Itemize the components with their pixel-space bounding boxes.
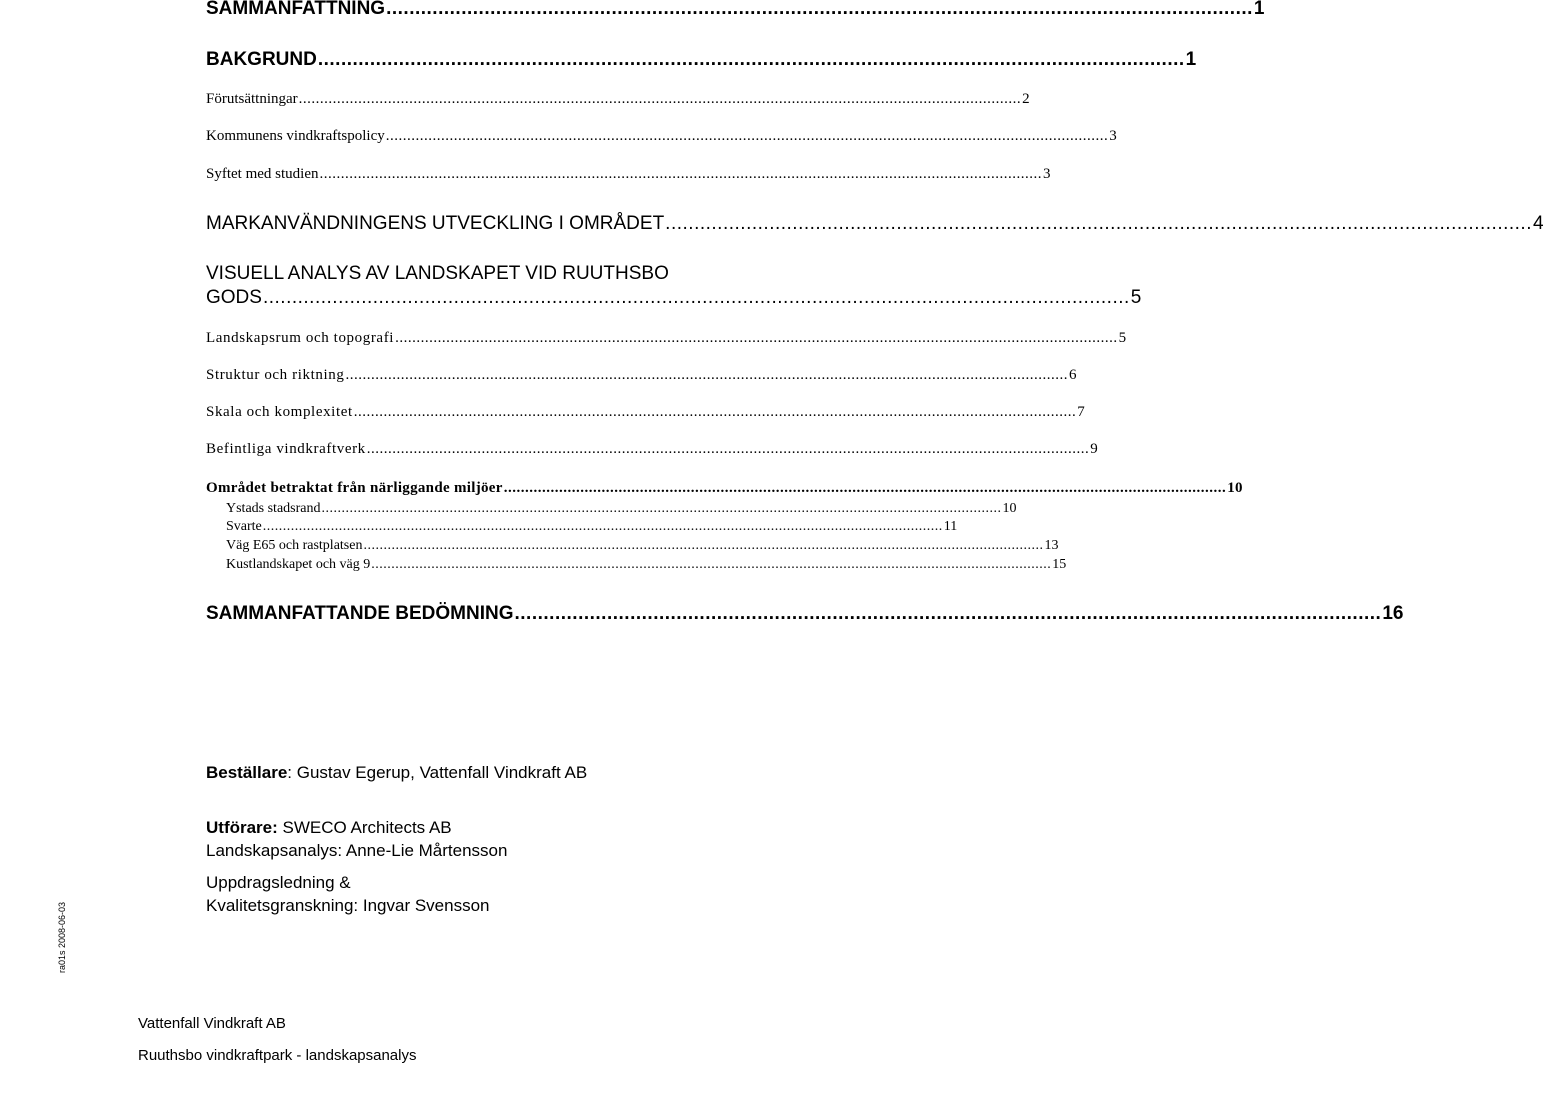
toc-page: 15 xyxy=(1052,557,1067,572)
toc-leader: .......................................................................................................................................................................... xyxy=(503,480,1227,496)
uppdrag-line-2: Kvalitetsgranskning: Ingvar Svensson xyxy=(206,896,490,915)
toc-leader: .......................................................................................................................................................................... xyxy=(262,519,943,534)
toc-title-visuell-line1: VISUELL ANALYS AV LANDSKAPET VID RUUTHSBO xyxy=(206,263,669,284)
toc-leader: ...................................................................................................................................................... xyxy=(665,213,1532,234)
toc-leader: ...................................................................................................................................................... xyxy=(514,603,1382,624)
toc-page: 3 xyxy=(1043,166,1051,182)
toc-leader: .......................................................................................................................................................................... xyxy=(385,128,1109,144)
toc-entry-struktur[interactable] xyxy=(206,367,1078,384)
toc-page: 2 xyxy=(1022,91,1030,107)
toc-page: 9 xyxy=(1090,441,1099,457)
toc-page: 16 xyxy=(1382,603,1404,624)
toc-title: MARKANVÄNDNINGENS UTVECKLING I OMRÅDET xyxy=(206,213,665,234)
toc-entry-forutsattningar[interactable] xyxy=(206,91,1030,108)
toc-title: Förutsättningar xyxy=(206,91,298,107)
bestallare-label: Beställare xyxy=(206,763,288,782)
toc-page: 13 xyxy=(1044,538,1059,553)
toc-title: Landskapsrum och topografi xyxy=(206,330,395,346)
document-reference: ra01s 2008-06-03 xyxy=(57,901,67,973)
toc-entry-landskapsrum[interactable] xyxy=(206,330,1127,347)
landskapsanalys-line: Landskapsanalys: Anne-Lie Mårtensson xyxy=(206,841,508,860)
toc-entry-omradet[interactable] xyxy=(206,480,1243,497)
toc-page: 4 xyxy=(1533,213,1544,234)
toc-entry-bakgrund[interactable] xyxy=(206,49,1197,71)
toc-entry-kust[interactable] xyxy=(226,557,1067,573)
toc-entry-ystads[interactable] xyxy=(226,501,1017,517)
toc-leader: ...................................................................................................................................................... xyxy=(262,287,1130,308)
toc-leader: .......................................................................................................................................................................... xyxy=(363,538,1044,553)
toc-title: SAMMANFATTANDE BEDÖMNING xyxy=(206,603,514,624)
toc-entry-svarte[interactable] xyxy=(226,519,958,535)
toc-leader: .......................................................................................................................................................................... xyxy=(298,91,1022,107)
toc-leader: .......................................................................................................................................................................... xyxy=(366,441,1090,457)
footer-project: Ruuthsbo vindkraftpark - landskapsanalys xyxy=(138,1047,417,1064)
toc-entry-syftet[interactable] xyxy=(206,166,1051,183)
toc-leader: .......................................................................................................................................................................... xyxy=(371,557,1052,572)
toc-page: 10 xyxy=(1227,480,1243,496)
bestallare-value: : Gustav Egerup, Vattenfall Vindkraft AB xyxy=(287,763,588,782)
toc-title: Kommunens vindkraftspolicy xyxy=(206,128,385,144)
toc-title: GODS xyxy=(206,287,262,308)
utforare-value: SWECO Architects AB xyxy=(277,818,452,837)
toc-entry-markanvandning[interactable] xyxy=(206,213,1544,235)
toc-leader: .......................................................................................................................................................................... xyxy=(319,166,1042,182)
toc-page: 3 xyxy=(1109,128,1117,144)
uppdrag-line-1: Uppdragsledning & xyxy=(206,873,351,892)
toc-title: SAMMANFATTNING xyxy=(206,0,386,19)
toc-entry-policy[interactable] xyxy=(206,128,1117,145)
toc-title: Ystads stadsrand xyxy=(226,501,321,516)
toc-entry-sammanfattning[interactable] xyxy=(206,0,1265,20)
toc-entry-visuell[interactable] xyxy=(206,287,1142,309)
toc-page: 5 xyxy=(1118,330,1127,346)
toc-leader: ...................................................................................................................................................... xyxy=(386,0,1253,19)
toc-page: 5 xyxy=(1130,287,1142,308)
toc-leader: .......................................................................................................................................................................... xyxy=(353,404,1077,420)
toc-title: Struktur och riktning xyxy=(206,367,345,383)
toc-title: Befintliga vindkraftverk xyxy=(206,441,366,457)
toc-leader: .......................................................................................................................................................................... xyxy=(345,367,1068,383)
bestallare-line xyxy=(206,763,587,783)
toc-page: 1 xyxy=(1253,0,1265,19)
toc-page: 7 xyxy=(1077,404,1086,420)
toc-entry-skala[interactable] xyxy=(206,404,1086,421)
toc-leader: ...................................................................................................................................................... xyxy=(317,49,1185,70)
toc-page: 6 xyxy=(1068,367,1078,383)
utforare-line xyxy=(206,818,452,838)
toc-title: Väg E65 och rastplatsen xyxy=(226,538,363,553)
toc-title: Syftet med studien xyxy=(206,166,319,182)
toc-entry-befintliga[interactable] xyxy=(206,441,1099,458)
toc-title: Området betraktat från närliggande miljöer xyxy=(206,480,503,496)
toc-entry-vag-e65[interactable] xyxy=(226,538,1059,554)
toc-title: Svarte xyxy=(226,519,262,534)
utforare-label: Utförare: xyxy=(206,818,278,837)
toc-title: Skala och komplexitet xyxy=(206,404,353,420)
toc-leader: .......................................................................................................................................................................... xyxy=(321,501,1002,516)
toc-entry-bedomning[interactable] xyxy=(206,603,1404,625)
toc-page: 11 xyxy=(943,519,958,534)
toc-page: 1 xyxy=(1185,49,1197,70)
toc-title: Kustlandskapet och väg 9 xyxy=(226,557,371,572)
toc-title: BAKGRUND xyxy=(206,49,317,70)
toc-leader: .......................................................................................................................................................................... xyxy=(395,330,1118,346)
toc-page: 10 xyxy=(1002,501,1017,516)
footer-company: Vattenfall Vindkraft AB xyxy=(138,1015,286,1032)
